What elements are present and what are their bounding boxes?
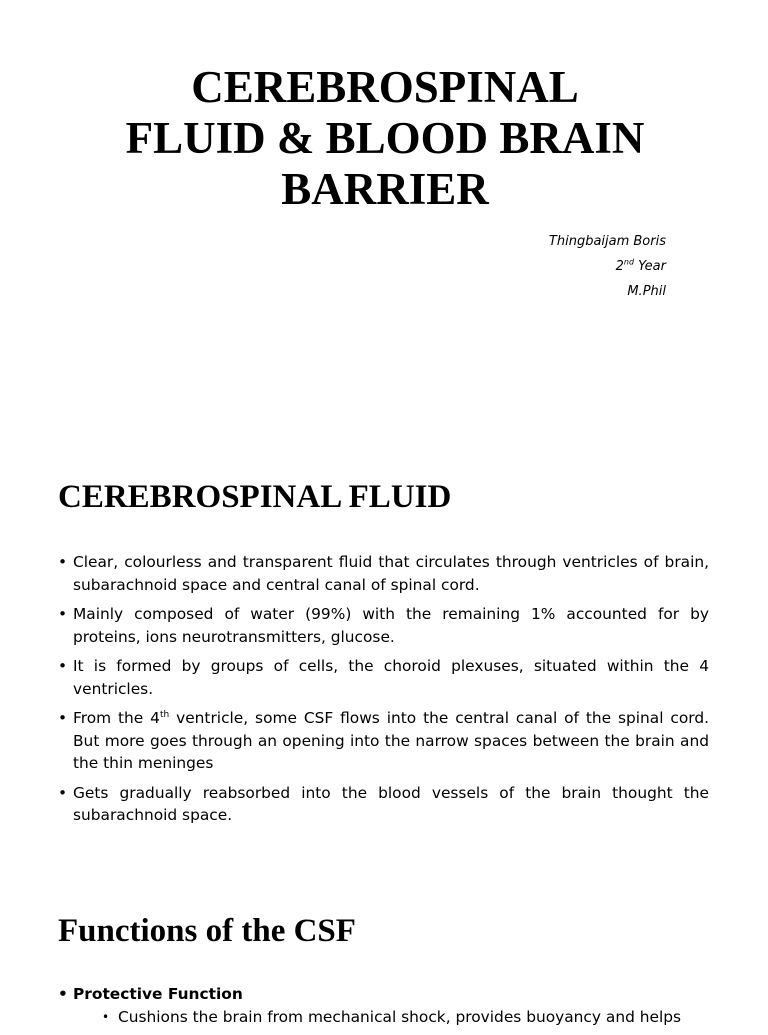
bullet-text: From the 4 [73, 709, 160, 727]
functions-slide [0, 895, 768, 1024]
ordinal-superscript: th [159, 709, 170, 720]
bullet-text: ventricle, some CSF flows into the central canal of the spinal cord. But more goes through an opening into the narrow spaces between the brain and the thin meninges [73, 709, 709, 772]
author-degree: M.Phil [627, 284, 666, 299]
sub-bullet-item: • Cushions the brain from mechanical shock, provides buoyancy and helps [73, 1006, 709, 1029]
bullet-item [58, 707, 709, 775]
bullet-item: • Clear, colourless and transparent fluid that circulates through ventricles of brain, subarachnoid space and central canal of spinal cord. [58, 551, 709, 596]
author-name: Thingbaijam Boris [548, 234, 666, 249]
bullet-item: • Gets gradually reabsorbed into the blood vessels of the brain thought the subarachnoid space. [58, 782, 709, 827]
bullet-list [58, 983, 709, 1035]
year-ordinal: nd [623, 257, 635, 267]
year-number: 2 [615, 259, 624, 274]
slide-heading: CEREBROSPINAL FLUID [58, 479, 452, 515]
presentation-title [60, 62, 710, 215]
bullet-item: • Mainly composed of water (99%) with the remaining 1% accounted for by proteins, ions neurotransmitters, glucose. [58, 603, 709, 648]
bullet-item: • It is formed by groups of cells, the choroid plexuses, situated within the 4 ventricles. [58, 655, 709, 700]
author-info [549, 229, 666, 304]
title-slide [0, 0, 768, 420]
sub-bullet-list [73, 1006, 709, 1029]
title-line-1: CEREBROSPINAL [191, 62, 579, 112]
bullet-heading: Protective Function [73, 985, 243, 1003]
bullet-list [58, 551, 709, 834]
csf-slide [0, 455, 768, 845]
year-word: Year [634, 259, 666, 274]
bullet-item [58, 983, 709, 1028]
slide-heading: Functions of the CSF [58, 913, 356, 949]
author-year [549, 254, 666, 279]
title-line-2: FLUID & BLOOD BRAIN [125, 113, 645, 163]
title-line-3: BARRIER [281, 164, 489, 214]
